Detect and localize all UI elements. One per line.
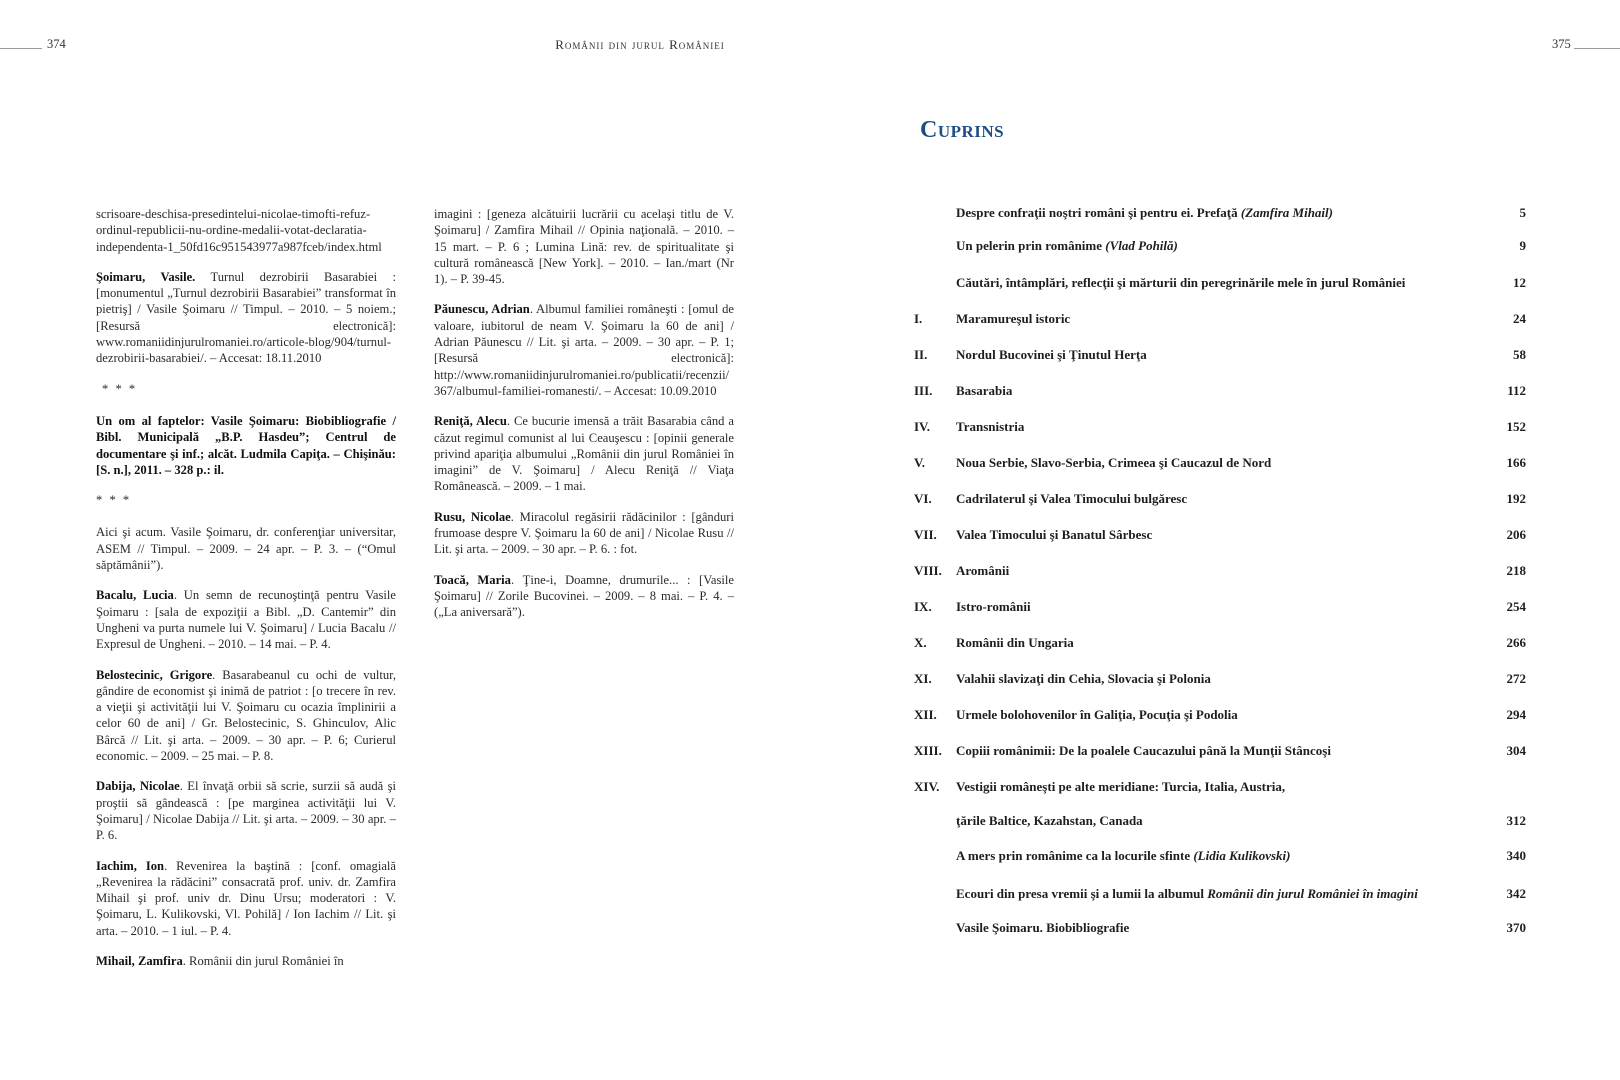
- toc-row-page: 294: [1506, 707, 1526, 722]
- toc-row-page: 266: [1506, 635, 1526, 650]
- toc-row: [914, 383, 1526, 403]
- toc-row-title: Căutări, întâmplări, reflecţii şi mărturii din peregrinările mele în jurul României: [956, 275, 1406, 290]
- toc-row-number: IV.: [914, 419, 931, 434]
- section-separator: * * *: [102, 381, 138, 396]
- toc-row: [914, 275, 1526, 295]
- toc-title: Cuprins: [920, 117, 1005, 143]
- toc-row-page: 12: [1513, 275, 1526, 290]
- toc-row: [914, 848, 1526, 868]
- toc-row-title: Despre confraţii noştri români şi pentru ei. Prefaţă (Zamfira Mihail): [956, 205, 1333, 220]
- toc-row-page: 9: [1519, 238, 1526, 253]
- header-rule-right: [1574, 48, 1620, 49]
- toc-row-number: I.: [914, 311, 923, 326]
- toc-row-title: Noua Serbie, Slavo-Serbia, Crimeea şi Caucazul de Nord: [956, 455, 1272, 470]
- toc-row: [914, 635, 1526, 655]
- bib-entry: Şoimaru, Vasile. Turnul dezrobirii Basarabiei : [monumentul „Turnul dezrobirii Basarabiei” transformat în pietriş] / Vasile Şoimaru // Timpul. – 2010. – 5 noiem.; [Resursă electronică]: www.romaniidinjurulromaniei.ro/articole-blog/904/turnul-dezrobirii-basarabiei/. – Accesat: 18.11.2010: [96, 269, 396, 366]
- header-rule-left: [0, 48, 42, 49]
- bib-entry: Aici şi acum. Vasile Şoimaru, dr. conferenţiar universitar, ASEM // Timpul. – 2009. – 24 apr. – P. 3. – (“Omul săptămânii”).: [96, 525, 396, 573]
- toc-row-page: 370: [1506, 920, 1526, 935]
- toc-row-title: Aromânii: [956, 563, 1010, 578]
- left-page-number: 374: [47, 37, 66, 51]
- toc-row: [914, 419, 1526, 439]
- toc-row-number: III.: [914, 383, 933, 398]
- toc-row-page: 218: [1506, 563, 1526, 578]
- running-title: Românii din jurul României: [555, 37, 725, 52]
- toc-row-page: 192: [1506, 491, 1526, 506]
- toc-row-page: 272: [1506, 671, 1526, 686]
- toc-row-title: Copiii românimii: De la poalele Caucazului până la Munţii Stâncoşi: [956, 743, 1331, 758]
- toc-row-number: XIV.: [914, 779, 940, 794]
- toc-row-number: XIII.: [914, 743, 942, 758]
- toc-row-number: X.: [914, 635, 927, 650]
- toc-row-page: 112: [1507, 383, 1526, 398]
- toc-row-title: Un pelerin prin românime (Vlad Pohilă): [956, 238, 1178, 253]
- toc-row: [914, 311, 1526, 331]
- section-separator: * * *: [96, 493, 132, 508]
- bib-entry: Dabija, Nicolae. El învaţă orbii să scrie, surzii să audă şi proştii să gândească : [pe marginea activităţii lui V. Şoimaru] / Nicolae Dabija // Lit. şi arta. – 2009. – 30 apr. – P. 6.: [96, 779, 396, 843]
- toc-row-page: 58: [1513, 347, 1526, 362]
- toc-row-page: 152: [1506, 419, 1526, 434]
- toc-row-number: XI.: [914, 671, 932, 686]
- toc-row-page: 206: [1506, 527, 1526, 542]
- toc-row: [914, 707, 1526, 727]
- bibliography-column-left: [96, 206, 396, 983]
- toc-row: [914, 491, 1526, 511]
- toc-row-title: Urmele bolohovenilor în Galiţia, Pocuţia şi Podolia: [956, 707, 1238, 722]
- bib-entry: Toacă, Maria. Ţine-i, Doamne, drumurile... : [Vasile Şoimaru] // Zorile Bucovinei. – 2009. – 8 mai. – P. 4. – („La aniversară”).: [434, 572, 735, 620]
- bib-entry: imagini : [geneza alcătuirii lucrării cu acelaşi titlu de V. Şoimaru] / Zamfira Mihail // Opinia naţională. – 2010. – 15 mart. – P. 6 ; Lumina Lină: rev. de spiritualitate şi cultură românească [New York]. – 2010. – Ian./mart (Nr 1). – P. 39-45.: [434, 207, 734, 287]
- toc-row-title: Românii din Ungaria: [956, 635, 1074, 650]
- toc-row: [914, 671, 1526, 691]
- toc-row: [914, 920, 1526, 940]
- toc-row-page: 304: [1506, 743, 1526, 758]
- right-page-number: 375: [1552, 37, 1571, 51]
- toc-row-page: 340: [1506, 848, 1526, 863]
- toc-row: [914, 813, 1526, 833]
- toc-row: [914, 779, 1526, 799]
- toc-row-page: 312: [1506, 813, 1526, 828]
- toc-row-title: Valea Timocului şi Banatul Sârbesc: [956, 527, 1153, 542]
- toc-row-title: A mers prin românime ca la locurile sfinte (Lidia Kulikovski): [956, 848, 1291, 863]
- toc-row-page: 5: [1519, 205, 1526, 220]
- toc-row-number: VIII.: [914, 563, 942, 578]
- toc-row-title: Transnistria: [956, 419, 1025, 434]
- toc-row: [914, 599, 1526, 619]
- toc-row-title: Basarabia: [956, 383, 1013, 398]
- toc-row: [914, 563, 1526, 583]
- toc-row: [914, 743, 1526, 763]
- bib-entry: Mihail, Zamfira. Românii din jurul României în: [96, 953, 344, 968]
- toc-row-number: IX.: [914, 599, 932, 614]
- toc-row-title: Ecouri din presa vremii şi a lumii la albumul Românii din jurul României în imagini: [956, 886, 1418, 901]
- toc-row-page: 342: [1506, 886, 1526, 901]
- bib-entry: Păunescu, Adrian. Albumul familiei româneşti : [omul de valoare, iubitorul de neam V. Şoimaru la 60 de ani] / Adrian Păunescu // Lit. şi arta. – 2009. – 30 apr. – P. 1; [Resursă electronică]: http://www.romaniidinjurulromaniei.ro/publicatii/recenzii/367/albumul-familiei-romanesti/. – Accesat: 10.09.2010: [434, 302, 734, 398]
- bib-entry: Un om al faptelor: Vasile Şoimaru: Biobibliografie / Bibl. Municipală „B.P. Hasdeu”; Centrul de documentare şi inf.; alcăt. Ludmila Capiţa. – Chişinău: [S. n.], 2011. – 328 p.: il.: [96, 413, 396, 477]
- bib-entry: Iachim, Ion. Revenirea la baştină : [conf. omagială „Revenirea la rădăcini” consacrată prof. univ. dr. Zamfira Mihail şi prof. univ dr. Dinu Ursu; moderatori : V. Şoimaru, L. Kulikovski, Vl. Pohilă] / Ion Iachim // Lit. şi arta. – 2010. – 1 iul. – P. 4.: [96, 858, 396, 938]
- bib-entry: Rusu, Nicolae. Miracolul regăsirii rădăcinilor : [gânduri frumoase despre V. Şoimaru la 60 de ani] / Nicolae Rusu // Lit. şi arta. – 2009. – 30 apr. – P. 6. : fot.: [434, 509, 734, 557]
- toc-row: [914, 347, 1526, 367]
- toc-row: [914, 527, 1526, 547]
- toc-row-title: Istro-românii: [956, 599, 1031, 614]
- toc-row-title: Valahii slavizaţi din Cehia, Slovacia şi Polonia: [956, 671, 1211, 686]
- toc-row: [914, 238, 1526, 258]
- toc-row-page: 166: [1506, 455, 1526, 470]
- bibliography-column-middle: [434, 206, 734, 635]
- toc-row-page: 24: [1513, 311, 1526, 326]
- toc-row-number: VII.: [914, 527, 937, 542]
- toc-row-number: II.: [914, 347, 928, 362]
- bib-entry: Reniţă, Alecu. Ce bucurie imensă a trăit Basarabia când a căzut regimul comunist al lui Ceauşescu : [opinii generale privind apariţia albumului „Românii din jurul României în imagini” de V. Şoimaru] / Alecu Reniţă // Viaţa Românească. – 2009. – 1 mai.: [434, 414, 734, 494]
- toc-row: [914, 205, 1526, 225]
- toc-row-number: XII.: [914, 707, 937, 722]
- toc-row-title: Cadrilaterul şi Valea Timocului bulgăresc: [956, 491, 1188, 506]
- bib-entry: Belostecinic, Grigore. Basarabeanul cu ochi de vultur, gândire de economist şi inimă de patriot : [o trecere în rev. a vieţii şi activităţii lui V. Şoimaru cu ocazia împlinirii a celor 60 de ani] / Gr. Belostecinic, S. Ghinculov, Alic Bârcă // Lit. şi arta. – 2009. – 30 apr. – P. 6; Curierul economic. – 2009. – 25 mai. – P. 8.: [96, 667, 396, 764]
- toc-row-number: V.: [914, 455, 925, 470]
- bib-entry: Bacalu, Lucia. Un semn de recunoştinţă pentru Vasile Şoimaru : [sala de expoziţii a Bibl. „D. Cantemir” din Ungheni va purta numele lui V. Şoimaru] / Lucia Bacalu // Expresul de Ungheni. – 2010. – 14 mai. – P. 4.: [96, 588, 396, 652]
- toc-row-title: ţările Baltice, Kazahstan, Canada: [956, 813, 1143, 828]
- toc-row-title: Vasile Şoimaru. Biobibliografie: [956, 920, 1130, 935]
- toc-row-number: VI.: [914, 491, 932, 506]
- toc-row-title: Maramureşul istoric: [956, 311, 1071, 326]
- toc-row: [914, 455, 1526, 475]
- toc-row-page: 254: [1506, 599, 1526, 614]
- toc-row: [914, 886, 1526, 906]
- toc-row-title: Nordul Bucovinei şi Ţinutul Herţa: [956, 347, 1147, 362]
- toc-row-title: Vestigii româneşti pe alte meridiane: Turcia, Italia, Austria,: [956, 779, 1286, 794]
- bib-entry: scrisoare-deschisa-presedintelui-nicolae-timofti-refuz-ordinul-republicii-nu-ordine-medalii-votat-declaratia-independenta-1_50fd16c951543977a987fceb/index.html: [96, 207, 382, 254]
